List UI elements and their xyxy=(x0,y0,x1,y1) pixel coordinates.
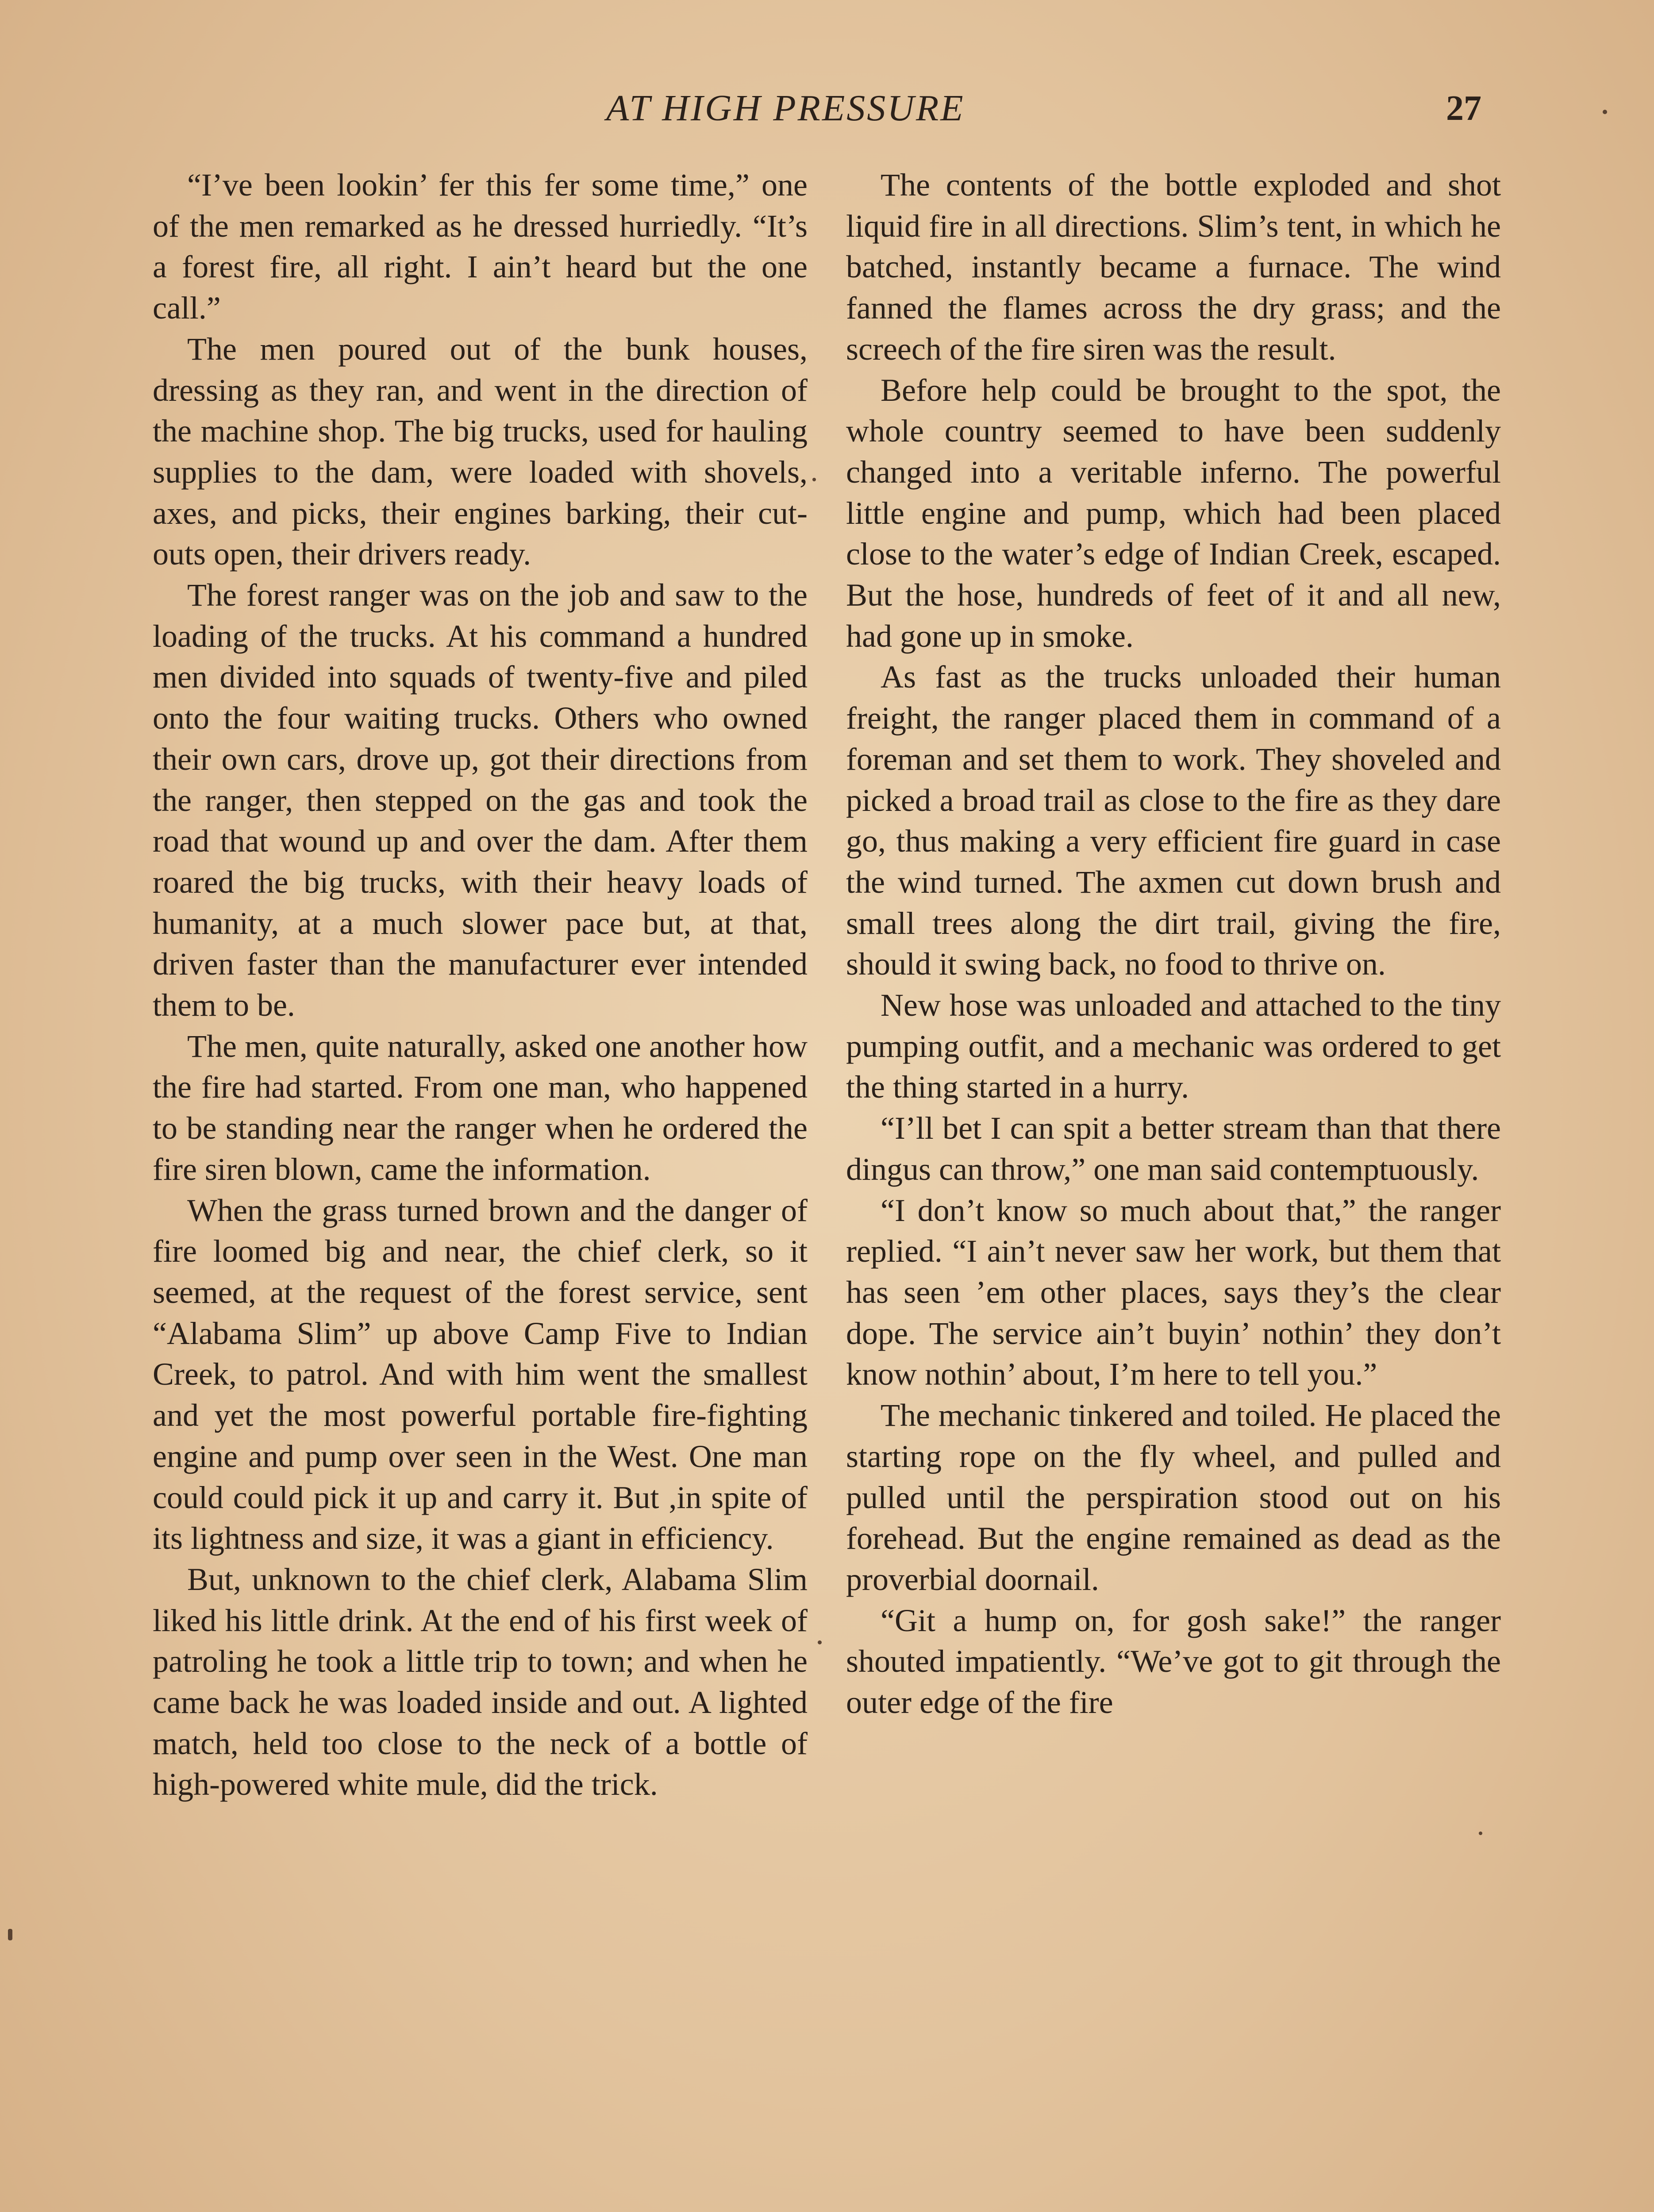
page-number: 27 xyxy=(1446,89,1481,128)
paragraph: The men, quite naturally, asked one another how the fire had started. From one man, who happened to be standing near the ranger when he ordered the fire siren blown, came the information. xyxy=(153,1028,808,1187)
text-column-right xyxy=(846,165,1501,1723)
paragraph: When the grass turned brown and the danger of fire loomed big and near, the chief clerk, so it seemed, at the request of the forest service, sent “Alabama Slim” up above Camp Five to Indian Creek, to patrol. And with him went the smallest and yet the most powerful portable fire-fighting engine and pump over seen in the West. One man could could pick it up and carry it. But ,in spite of its lightness and size, it was a giant in efficiency. xyxy=(153,1192,808,1556)
paragraph: The contents of the bottle exploded and shot liquid fire in all directions. Slim’s tent, in which he batched, instantly became a furnace. The wind fanned the flames across the dry grass; and the screech of the fire siren was the result. xyxy=(846,167,1501,367)
paragraph: New hose was unloaded and attached to the tiny pumping outfit, and a mechanic was ordered to get the thing started in a hurry. xyxy=(846,987,1501,1105)
paragraph: “I’ve been lookin’ fer this fer some time,” one of the men remarked as he dressed hurriedly. “It’s a forest fire, all right. I ain’t heard but the one call.” xyxy=(153,167,808,326)
running-header xyxy=(0,84,1654,133)
paragraph: Before help could be brought to the spot, the whole country seemed to have been suddenly changed into a veritable inferno. The powerful little engine and pump, which had been placed close to the water’s edge of Indian Creek, escaped. But the hose, hundreds of feet of it and all new, had gone up in smoke. xyxy=(846,372,1501,654)
paper-speck xyxy=(1603,110,1607,114)
paragraph: The forest ranger was on the job and saw to the loading of the trucks. At his command a hundred men divided into squads of twenty-five and piled onto the four waiting trucks. Others who owned their own cars, drove up, got their directions from the ranger, then stepped on the gas and took the road that wound up and over the dam. After them roared the big trucks, with their heavy loads of humanity, at a much slower pace but, at that, driven faster than the manufacturer ever intended them to be. xyxy=(153,577,808,1023)
paper-speck xyxy=(8,1929,12,1940)
paragraph: “I’ll bet I can spit a better stream than that there dingus can throw,” one man said contemptuously. xyxy=(846,1110,1501,1187)
paragraph: “I don’t know so much about that,” the ranger replied. “I ain’t never saw her work, but them that has seen ’em other places, says they’s the clear dope. The service ain’t buyin’ nothin’ they don’t know nothin’ about, I’m here to tell you.” xyxy=(846,1192,1501,1392)
paper-speck xyxy=(1479,1832,1482,1835)
paragraph: The mechanic tinkered and toiled. He placed the starting rope on the fly wheel, and pulled and pulled until the perspiration stood out on his forehead. But the engine remained as dead as the proverbial doornail. xyxy=(846,1398,1501,1597)
paper-speck xyxy=(818,1640,822,1644)
paragraph: “Git a hump on, for gosh sake!” the ranger shouted impatiently. “We’ve got to git through the outer edge of the fire xyxy=(846,1602,1501,1720)
running-title: AT HIGH PRESSURE xyxy=(606,88,965,129)
paragraph: The men poured out of the bunk houses, dressing as they ran, and went in the direction of the machine shop. The big trucks, used for hauling supplies to the dam, were loaded with shovels, axes, and picks, their engines barking, their cut-outs open, their drivers ready. xyxy=(153,331,808,572)
paragraph: But, unknown to the chief clerk, Alabama Slim liked his little drink. At the end of his first week of patroling he took a little trip to town; and when he came back he was loaded inside and out. A lighted match, held too close to the neck of a bottle of high-powered white mule, did the trick. xyxy=(153,1561,808,1802)
text-column-left xyxy=(153,165,808,1805)
paragraph: As fast as the trucks unloaded their human freight, the ranger placed them in command of a foreman and set them to work. They shoveled and picked a broad trail as close to the fire as they dare go, thus making a very efficient fire guard in case the wind turned. The axmen cut down brush and small trees along the dirt trail, giving the fire, should it swing back, no food to thrive on. xyxy=(846,659,1501,982)
paper-speck xyxy=(812,478,816,481)
